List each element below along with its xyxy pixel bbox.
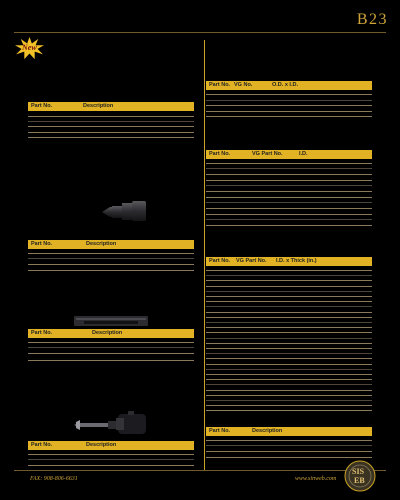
- table-row: [206, 116, 372, 117]
- table-header-right3: [206, 257, 372, 266]
- product-image-tool: [72, 410, 152, 436]
- col-description: Description: [86, 442, 117, 448]
- table-row: [28, 116, 194, 117]
- table-row: [206, 296, 372, 297]
- table-row: [206, 286, 372, 287]
- col-description: Description: [86, 241, 117, 247]
- footer-divider: [14, 470, 386, 471]
- table-row: [28, 465, 194, 466]
- table-row: [206, 390, 372, 391]
- col-part-no: Part No.: [31, 330, 53, 336]
- col-description: Description: [83, 103, 114, 109]
- table-row: [206, 225, 372, 226]
- col-part-no: Part No.: [31, 442, 53, 448]
- table-header-right4: [206, 427, 372, 436]
- table-row: [28, 264, 194, 265]
- table-row: [206, 174, 372, 175]
- col-vg-part-no: VG Part No.: [252, 151, 283, 157]
- table-row: [206, 358, 372, 359]
- table-row: [28, 258, 194, 259]
- table-row: [206, 384, 372, 385]
- table-row: [28, 459, 194, 460]
- table-row: [206, 379, 372, 380]
- col-part-no: Part No.: [209, 151, 231, 157]
- col-od-id: O.D. x I.D.: [272, 82, 298, 88]
- table-row: [206, 338, 372, 339]
- page-code: B23: [356, 11, 388, 28]
- table-row: [28, 342, 194, 343]
- table-row: [206, 275, 372, 276]
- logo-text-bottom: EB: [354, 476, 365, 485]
- table-row: [28, 132, 194, 133]
- table-row: [206, 348, 372, 349]
- table-row: [206, 353, 372, 354]
- table-header-right2: [206, 150, 372, 159]
- table-header-left1: [28, 102, 194, 111]
- table-row: [28, 270, 194, 271]
- col-vg-part-no: VG Part No.: [236, 258, 267, 264]
- table-row: [206, 168, 372, 169]
- table-row: [206, 374, 372, 375]
- table-row: [206, 100, 372, 101]
- table-row: [206, 327, 372, 328]
- table-row: [206, 364, 372, 365]
- col-part-no: Part No.: [209, 428, 231, 434]
- col-description: Description: [252, 428, 283, 434]
- table-row: [206, 457, 372, 458]
- new-badge-label: New: [22, 43, 37, 52]
- new-starburst-icon: [13, 36, 46, 60]
- col-part-no: Part No.: [209, 82, 231, 88]
- table-row: [206, 185, 372, 186]
- col-vg-no: VG No.: [234, 82, 253, 88]
- table-row: [206, 400, 372, 401]
- table-row: [206, 270, 372, 271]
- table-row: [206, 332, 372, 333]
- table-row: [28, 137, 194, 138]
- table-row: [28, 121, 194, 122]
- product-image-bar: [74, 314, 148, 326]
- table-header-left3: [28, 329, 194, 338]
- table-header-left4: [28, 441, 194, 450]
- table-row: [206, 440, 372, 441]
- table-row: [206, 219, 372, 220]
- table-header-right1: [206, 81, 372, 90]
- footer-fax: FAX: 908-806-6631: [30, 476, 78, 482]
- col-id-thick: I.D. x Thick (in.): [276, 258, 317, 264]
- table-row: [206, 369, 372, 370]
- table-row: [28, 253, 194, 254]
- table-row: [28, 454, 194, 455]
- table-row: [206, 180, 372, 181]
- table-row: [206, 322, 372, 323]
- table-row: [206, 214, 372, 215]
- table-row: [206, 191, 372, 192]
- table-row: [206, 306, 372, 307]
- table-row: [206, 395, 372, 396]
- table-row: [206, 301, 372, 302]
- table-row: [206, 111, 372, 112]
- table-row: [206, 317, 372, 318]
- col-part-no: Part No.: [209, 258, 231, 264]
- footer-website[interactable]: www.sinweb.com: [295, 476, 337, 482]
- table-row: [206, 208, 372, 209]
- table-row: [206, 410, 372, 411]
- col-description: Description: [92, 330, 123, 336]
- table-row: [206, 202, 372, 203]
- table-row: [28, 353, 194, 354]
- table-row: [28, 347, 194, 348]
- table-header-left2: [28, 240, 194, 249]
- col-part-no: Part No.: [31, 241, 53, 247]
- table-row: [28, 126, 194, 127]
- col-part-no: Part No.: [31, 103, 53, 109]
- table-row: [28, 360, 194, 361]
- table-row: [206, 343, 372, 344]
- header-divider: [14, 32, 386, 33]
- col-id: I.D.: [299, 151, 308, 157]
- table-row: [206, 291, 372, 292]
- table-row: [206, 280, 372, 281]
- table-row: [206, 163, 372, 164]
- table-row: [206, 451, 372, 452]
- table-row: [206, 94, 372, 95]
- table-row: [206, 105, 372, 106]
- logo-text-top: SIS: [352, 467, 365, 476]
- column-divider: [204, 40, 205, 470]
- table-row: [206, 405, 372, 406]
- table-row: [206, 445, 372, 446]
- table-row: [206, 197, 372, 198]
- product-image-nozzle: [100, 200, 148, 224]
- table-row: [206, 312, 372, 313]
- company-logo-icon: [344, 460, 376, 492]
